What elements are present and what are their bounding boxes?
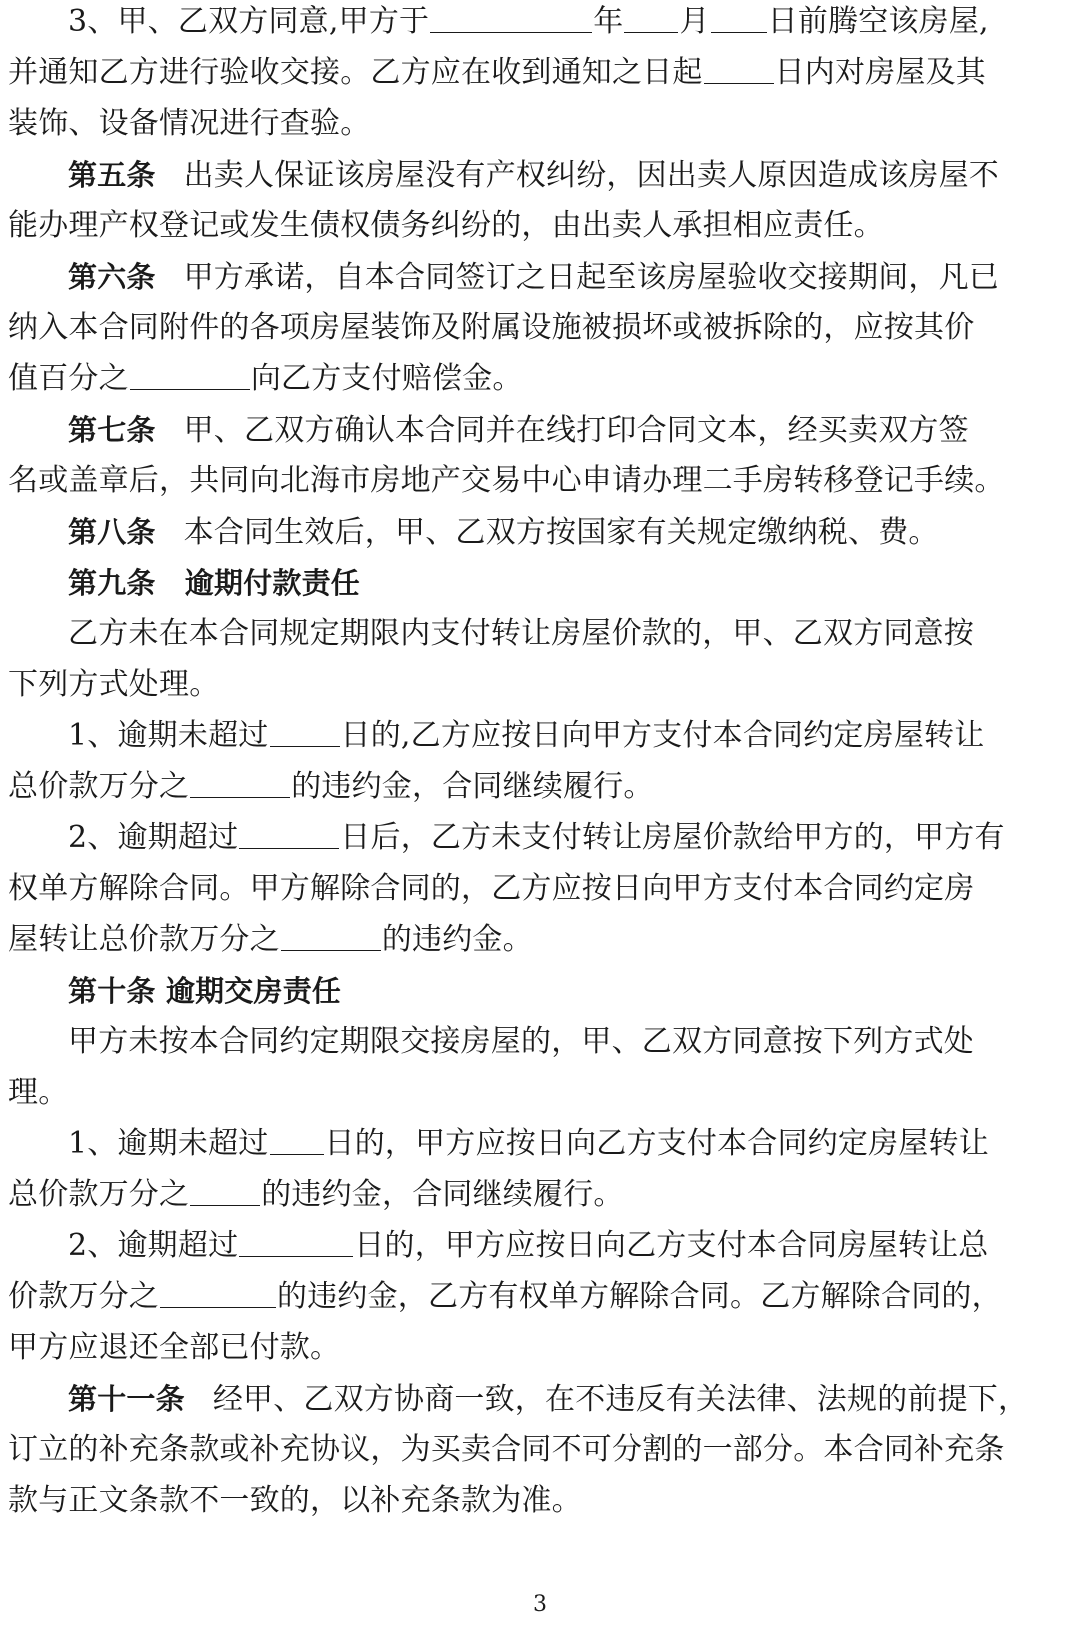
clause4-item3-line3 bbox=[8, 102, 1072, 153]
text: 甲方应退还全部已付款。 bbox=[8, 1330, 341, 1365]
text: 装饰、设备情况进行查验。 bbox=[8, 106, 371, 141]
text: 款与正文条款不一致的，以补充条款为准。 bbox=[8, 1483, 582, 1518]
clause10-item2-line1 bbox=[8, 1224, 1072, 1275]
blank-year bbox=[430, 2, 592, 33]
clause5-line2 bbox=[8, 204, 1072, 255]
text: 值百分之 bbox=[8, 361, 129, 396]
text: 价款万分之 bbox=[8, 1279, 159, 1314]
text: 纳入本合同附件的各项房屋装饰及附属设施被损坏或被拆除的，应按其价 bbox=[8, 310, 975, 345]
text: 理。 bbox=[8, 1075, 69, 1110]
clause9-heading-line bbox=[8, 561, 1072, 612]
clause4-item3-line2 bbox=[8, 51, 1072, 102]
text: 经甲、乙双方协商一致，在不违反有关法律、法规的前提下， bbox=[212, 1382, 1029, 1417]
text: 权单方解除合同。甲方解除合同的，乙方应按日向甲方支付本合同约定房 bbox=[8, 871, 975, 906]
text: 2、逾期超过 bbox=[68, 1228, 239, 1263]
text: 日前腾空该房屋, bbox=[767, 4, 989, 39]
text: 日的，甲方应按日向乙方支付本合同房屋转让总 bbox=[354, 1228, 989, 1263]
clause6-line3 bbox=[8, 357, 1072, 408]
clause9-item2-line1 bbox=[8, 816, 1072, 867]
blank-days bbox=[704, 53, 774, 84]
clause-heading: 第八条 bbox=[68, 515, 156, 549]
page-number: 3 bbox=[533, 1592, 547, 1617]
text: 并通知乙方进行验收交接。乙方应在收到通知之日起 bbox=[8, 55, 703, 90]
blank-month bbox=[624, 2, 678, 33]
clause5-line1 bbox=[8, 153, 1072, 204]
blank-ratio bbox=[281, 920, 381, 951]
clause9-item2-line2 bbox=[8, 867, 1072, 918]
clause9-item2-line3 bbox=[8, 918, 1072, 969]
clause10-intro-line1 bbox=[8, 1020, 1072, 1071]
text: 出卖人保证该房屋没有产权纠纷，因出卖人原因造成该房屋不 bbox=[183, 158, 1000, 193]
text: 向乙方支付赔偿金。 bbox=[250, 361, 523, 396]
clause9-intro-line2 bbox=[8, 663, 1072, 714]
text: 月 bbox=[679, 4, 710, 39]
clause6-line1 bbox=[8, 255, 1072, 306]
clause4-item3-line1 bbox=[8, 0, 1072, 51]
clause-heading: 第九条 逾期付款责任 bbox=[68, 566, 361, 600]
clause9-intro-line1 bbox=[8, 612, 1072, 663]
text: 日的,乙方应按日向甲方支付本合同约定房屋转让 bbox=[340, 718, 985, 753]
text: 2、逾期超过 bbox=[68, 820, 239, 855]
text: 总价款万分之 bbox=[8, 1177, 190, 1212]
clause-heading: 第十一条 bbox=[68, 1382, 185, 1416]
blank-day bbox=[711, 2, 767, 33]
clause10-item2-line3 bbox=[8, 1326, 1072, 1377]
text: 乙方未在本合同规定期限内支付转让房屋价款的，甲、乙双方同意按 bbox=[68, 616, 974, 651]
text: 1、逾期未超过 bbox=[68, 718, 269, 753]
text: 年 bbox=[593, 4, 624, 39]
text: 甲方承诺，自本合同签订之日起至该房屋验收交接期间，凡已 bbox=[183, 260, 1000, 295]
clause-heading: 第五条 bbox=[68, 158, 156, 192]
clause7-line1 bbox=[8, 408, 1072, 459]
blank-ratio bbox=[190, 767, 290, 798]
text: 名或盖章后，共同向北海市房地产交易中心申请办理二手房转移登记手续。 bbox=[8, 463, 1005, 498]
text: 本合同生效后，甲、乙双方按国家有关规定缴纳税、费。 bbox=[183, 515, 939, 550]
text: 下列方式处理。 bbox=[8, 667, 220, 702]
text: 1、逾期未超过 bbox=[68, 1126, 269, 1161]
text: 总价款万分之 bbox=[8, 769, 190, 804]
clause10-item1-line2 bbox=[8, 1173, 1072, 1224]
clause-heading: 第十条 逾期交房责任 bbox=[68, 974, 342, 1008]
clause10-item2-line2 bbox=[8, 1275, 1072, 1326]
text: 日后，乙方未支付转让房屋价款给甲方的，甲方有 bbox=[340, 820, 1005, 855]
text: 3、甲、乙双方同意,甲方于 bbox=[68, 4, 430, 39]
blank-ratio bbox=[190, 1175, 260, 1206]
clause9-item1-line2 bbox=[8, 765, 1072, 816]
text: 的违约金。 bbox=[381, 922, 533, 957]
text: 的违约金，合同继续履行。 bbox=[291, 769, 654, 804]
text: 日内对房屋及其 bbox=[774, 55, 987, 90]
text: 能办理产权登记或发生债权债务纠纷的，由出卖人承担相应责任。 bbox=[8, 208, 884, 243]
clause7-line2 bbox=[8, 459, 1072, 510]
clause10-heading-line bbox=[8, 969, 1072, 1020]
text: 的违约金，乙方有权单方解除合同。乙方解除合同的， bbox=[277, 1279, 1002, 1314]
blank-ratio bbox=[160, 1277, 276, 1308]
text: 甲方未按本合同约定期限交接房屋的，甲、乙双方同意按下列方式处 bbox=[68, 1024, 974, 1059]
text: 甲、乙双方确认本合同并在线打印合同文本，经买卖双方签 bbox=[183, 413, 969, 448]
text: 的违约金，合同继续履行。 bbox=[261, 1177, 624, 1212]
contract-page bbox=[8, 0, 1072, 1530]
blank-days bbox=[239, 818, 339, 849]
text: 日的，甲方应按日向乙方支付本合同约定房屋转让 bbox=[324, 1126, 989, 1161]
clause9-item1-line1 bbox=[8, 714, 1072, 765]
blank-days bbox=[239, 1226, 353, 1257]
clause11-line1 bbox=[8, 1377, 1072, 1428]
clause10-item1-line1 bbox=[8, 1122, 1072, 1173]
blank-days bbox=[270, 1124, 324, 1155]
blank-percent bbox=[130, 359, 250, 390]
clause6-line2 bbox=[8, 306, 1072, 357]
clause8-line1 bbox=[8, 510, 1072, 561]
clause10-intro-line2 bbox=[8, 1071, 1072, 1122]
text: 订立的补充条款或补充协议，为买卖合同不可分割的一部分。本合同补充条 bbox=[8, 1432, 1005, 1467]
clause11-line2 bbox=[8, 1428, 1072, 1479]
clause-heading: 第六条 bbox=[68, 260, 156, 294]
blank-days bbox=[270, 716, 340, 747]
clause11-line3 bbox=[8, 1479, 1072, 1530]
clause-heading: 第七条 bbox=[68, 413, 156, 447]
text: 屋转让总价款万分之 bbox=[8, 922, 280, 957]
